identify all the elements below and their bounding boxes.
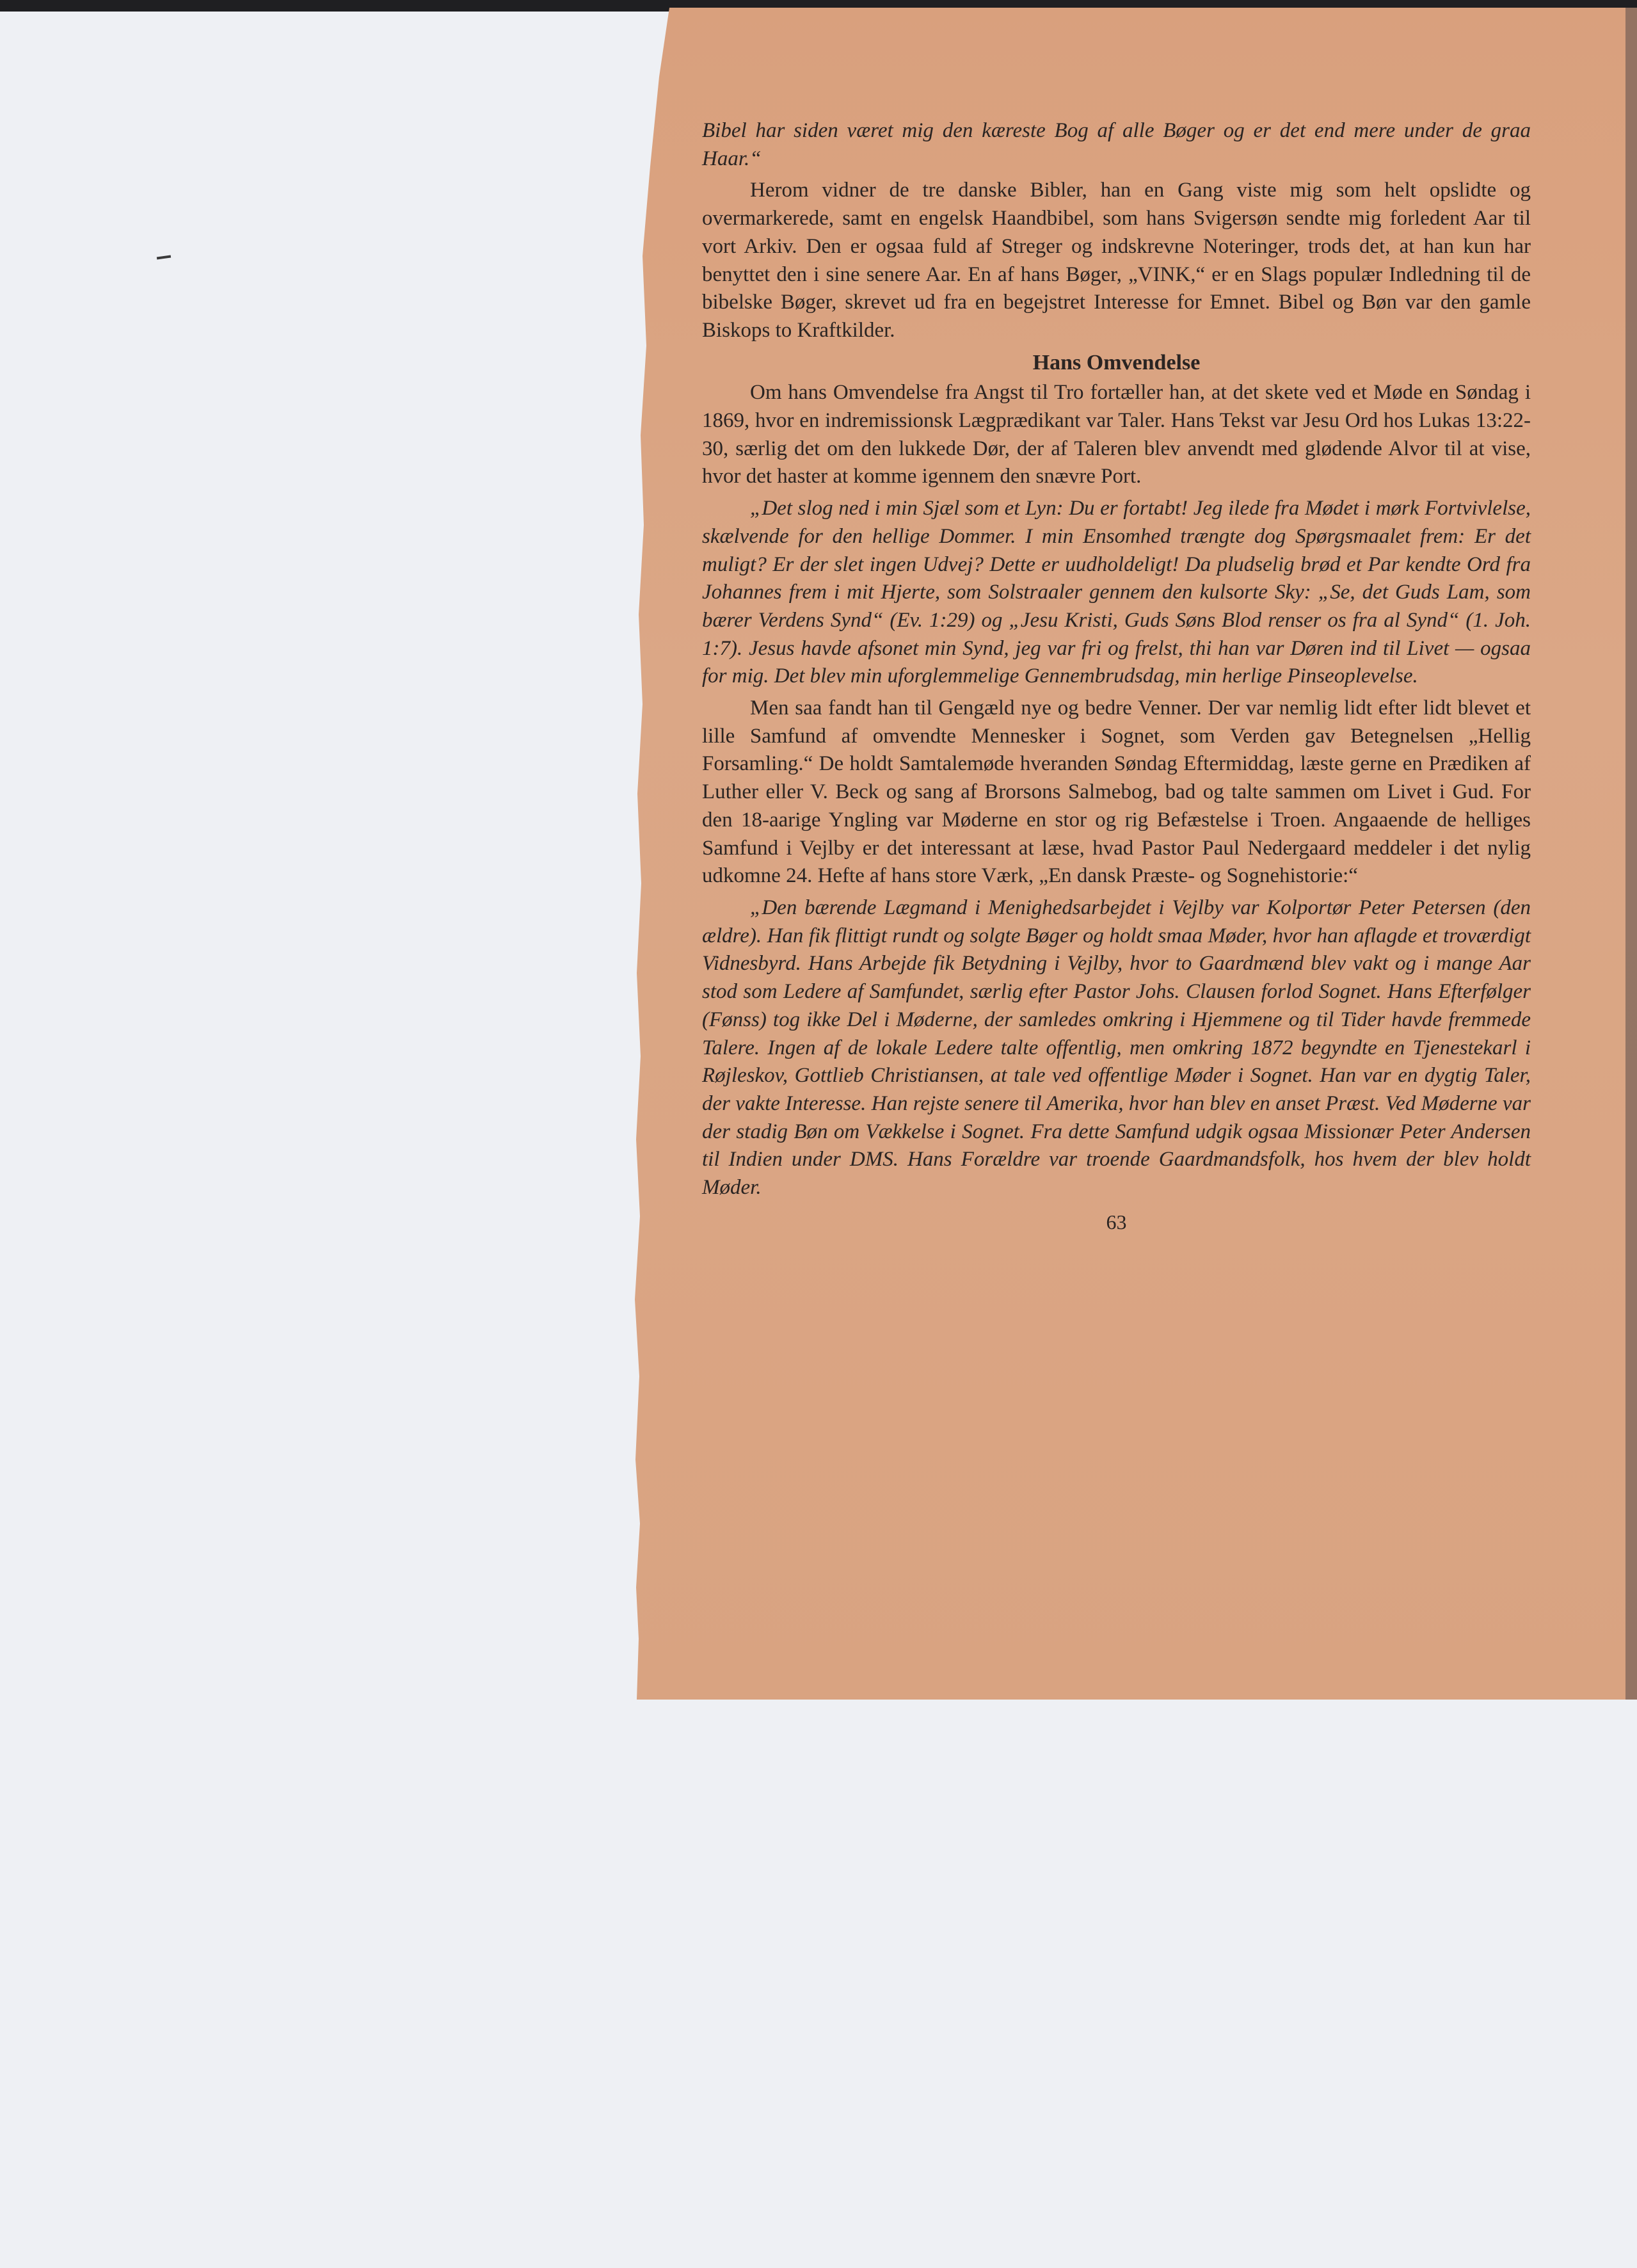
page-text <box>702 117 1531 1236</box>
paragraph-vejlby-quote: „Den bærende Lægmand i Menighedsarbejdet i Vejlby var Kolportør Peter Petersen (den ældre). Han fik flittigt rundt og solgte Bøger og holdt smaa Møder, hvor han aflagde et troværdigt Vidnesbyrd. Hans Arbejde fik Betydning i Vejlby, hvor to Gaardmænd blev vakt og i mange Aar stod som Ledere af Samfundet, særlig efter Pastor Johs. Clausen forlod Sognet. Hans Efterfølger (Fønss) tog ikke Del i Møderne, der samledes omkring i Hjemmene og til Tider havde fremmede Talere. Ingen af de lokale Ledere talte offentlig, men omkring 1872 begyndte en Tjenestekarl i Røjleskov, Gottlieb Christiansen, at tale ved offentlige Møder i Sognet. Han var en dygtig Taler, der vakte Interesse. Han rejste senere til Amerika, hvor han blev en anset Præst. Ved Møderne var der stadig Bøn om Vækkelse i Sognet. Fra dette Samfund udgik ogsaa Missionær Peter Andersen til Indien under DMS. Hans Forældre var troende Gaardmandsfolk, hos hvem der blev holdt Møder. <box>702 896 1531 1200</box>
paragraph-new-friends: Men saa fandt han til Gengæld nye og bedre Venner. Der var nemlig lidt efter lidt blevet et lille Samfund af omvendte Mennesker i Sognet, som Verden gav Betegnelsen „Hellig Forsamling.“ De holdt Samtalemøde hveranden Søndag Eftermiddag, læste gerne en Prædiken af Luther eller V. Beck og sang af Brorsons Salmebog, bad og talte sammen om Livet i Gud. For den 18-aarige Yngling var Møderne en stor og rig Befæstelse i Troen. Angaaende de helliges Samfund i Vejlby er det interessant at læse, hvad Pastor Paul Nedergaard meddeler i det nylig udkomne 24. Hefte af hans store Værk, „En dansk Præste- og Sognehistorie:“ <box>702 696 1531 888</box>
paper-shadow-edge <box>1625 8 1637 1700</box>
paragraph-opening-quote: Bibel har siden været mig den kæreste Bog af alle Bøger og er det end mere under de graa Haar.“ <box>702 119 1531 170</box>
page-number: 63 <box>1106 1210 1127 1234</box>
section-heading: Hans Omvendelse <box>1032 350 1201 374</box>
scan-speck <box>157 255 171 259</box>
paragraph-bibles: Herom vidner de tre danske Bibler, han en Gang viste mig som helt opslidte og overmarkerede, samt en engelsk Haandbibel, som hans Svigersøn sendte mig forledent Aar til vort Arkiv. Den er ogsaa fuld af Streger og indskrevne Noteringer, trods det, at han kun har benyttet den i sine senere Aar. En af hans Bøger, „VINK,“ er en Slags populær Indledning til de bibelske Bøger, skrevet ud fra en begejstret Interesse for Emnet. Bibel og Bøn var den gamle Biskops to Kraftkilder. <box>702 179 1531 342</box>
paragraph-conversion: Om hans Omvendelse fra Angst til Tro fortæller han, at det skete ved et Møde en Søndag i 1869, hvor en indremissionsk Lægprædikant var Taler. Hans Tekst var Jesu Ord hos Lukas 13:22-30, særlig det om den lukkede Dør, der af Taleren blev anvendt med glødende Alvor til at vise, hvor det haster at komme igennem den snævre Port. <box>702 381 1531 488</box>
paragraph-conversion-quote: „Det slog ned i min Sjæl som et Lyn: Du er fortabt! Jeg ilede fra Mødet i mørk Fortvivlelse, skælvende for den hellige Dommer. I min Ensomhed trængte dog Spørgsmaalet frem: Er det muligt? Er der slet ingen Udvej? Dette er uudholdeligt! Da pludselig brød et Par kendte Ord fra Johannes frem i mit Hjerte, som Solstraaler gennem den kulsorte Sky: „Se, det Guds Lam, som bærer Verdens Synd“ (Ev. 1:29) og „Jesu Kristi, Guds Søns Blod renser os fra al Synd“ (1. Joh. 1:7). Jesus havde afsonet min Synd, jeg var fri og frelst, thi han var Døren ind til Livet — ogsaa for mig. Det blev min uforglemmelige Gennembrudsdag, min herlige Pinseoplevelse. <box>702 497 1531 688</box>
